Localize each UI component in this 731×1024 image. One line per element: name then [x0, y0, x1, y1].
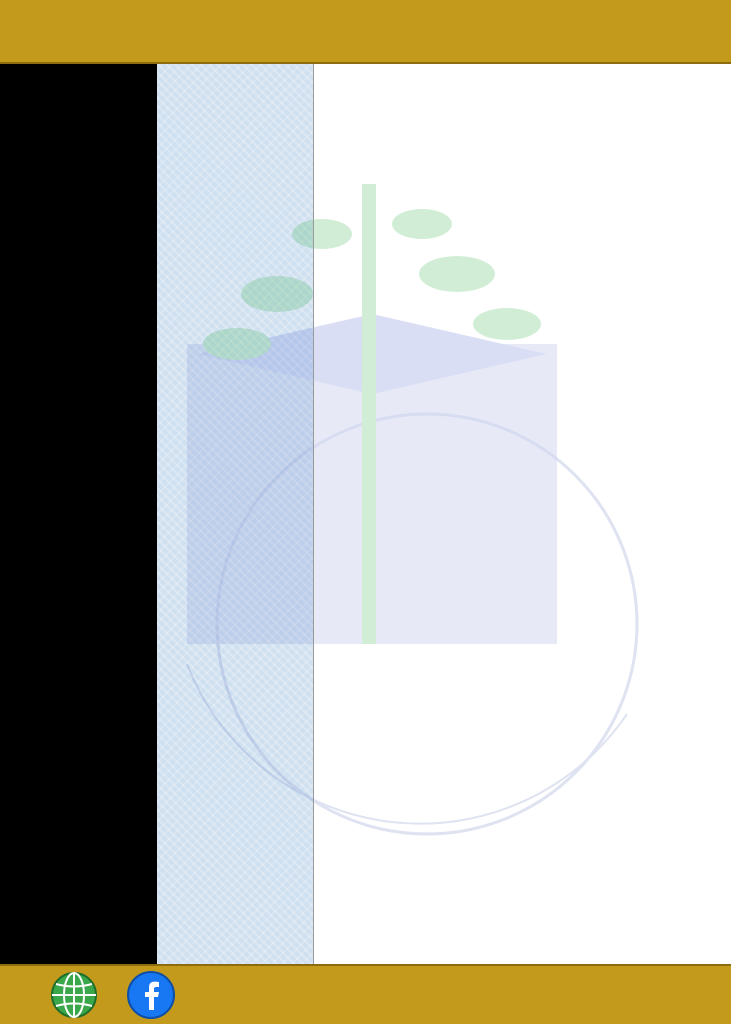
sentence-column [313, 64, 731, 964]
footer-banner [0, 964, 731, 1024]
vocabulary-table [0, 64, 731, 964]
english-word-column [0, 64, 157, 964]
header-banner [0, 0, 731, 64]
urdu-meaning-column [157, 64, 313, 964]
globe-icon [50, 971, 98, 1019]
facebook-icon [126, 970, 176, 1020]
column-divider [313, 64, 314, 964]
